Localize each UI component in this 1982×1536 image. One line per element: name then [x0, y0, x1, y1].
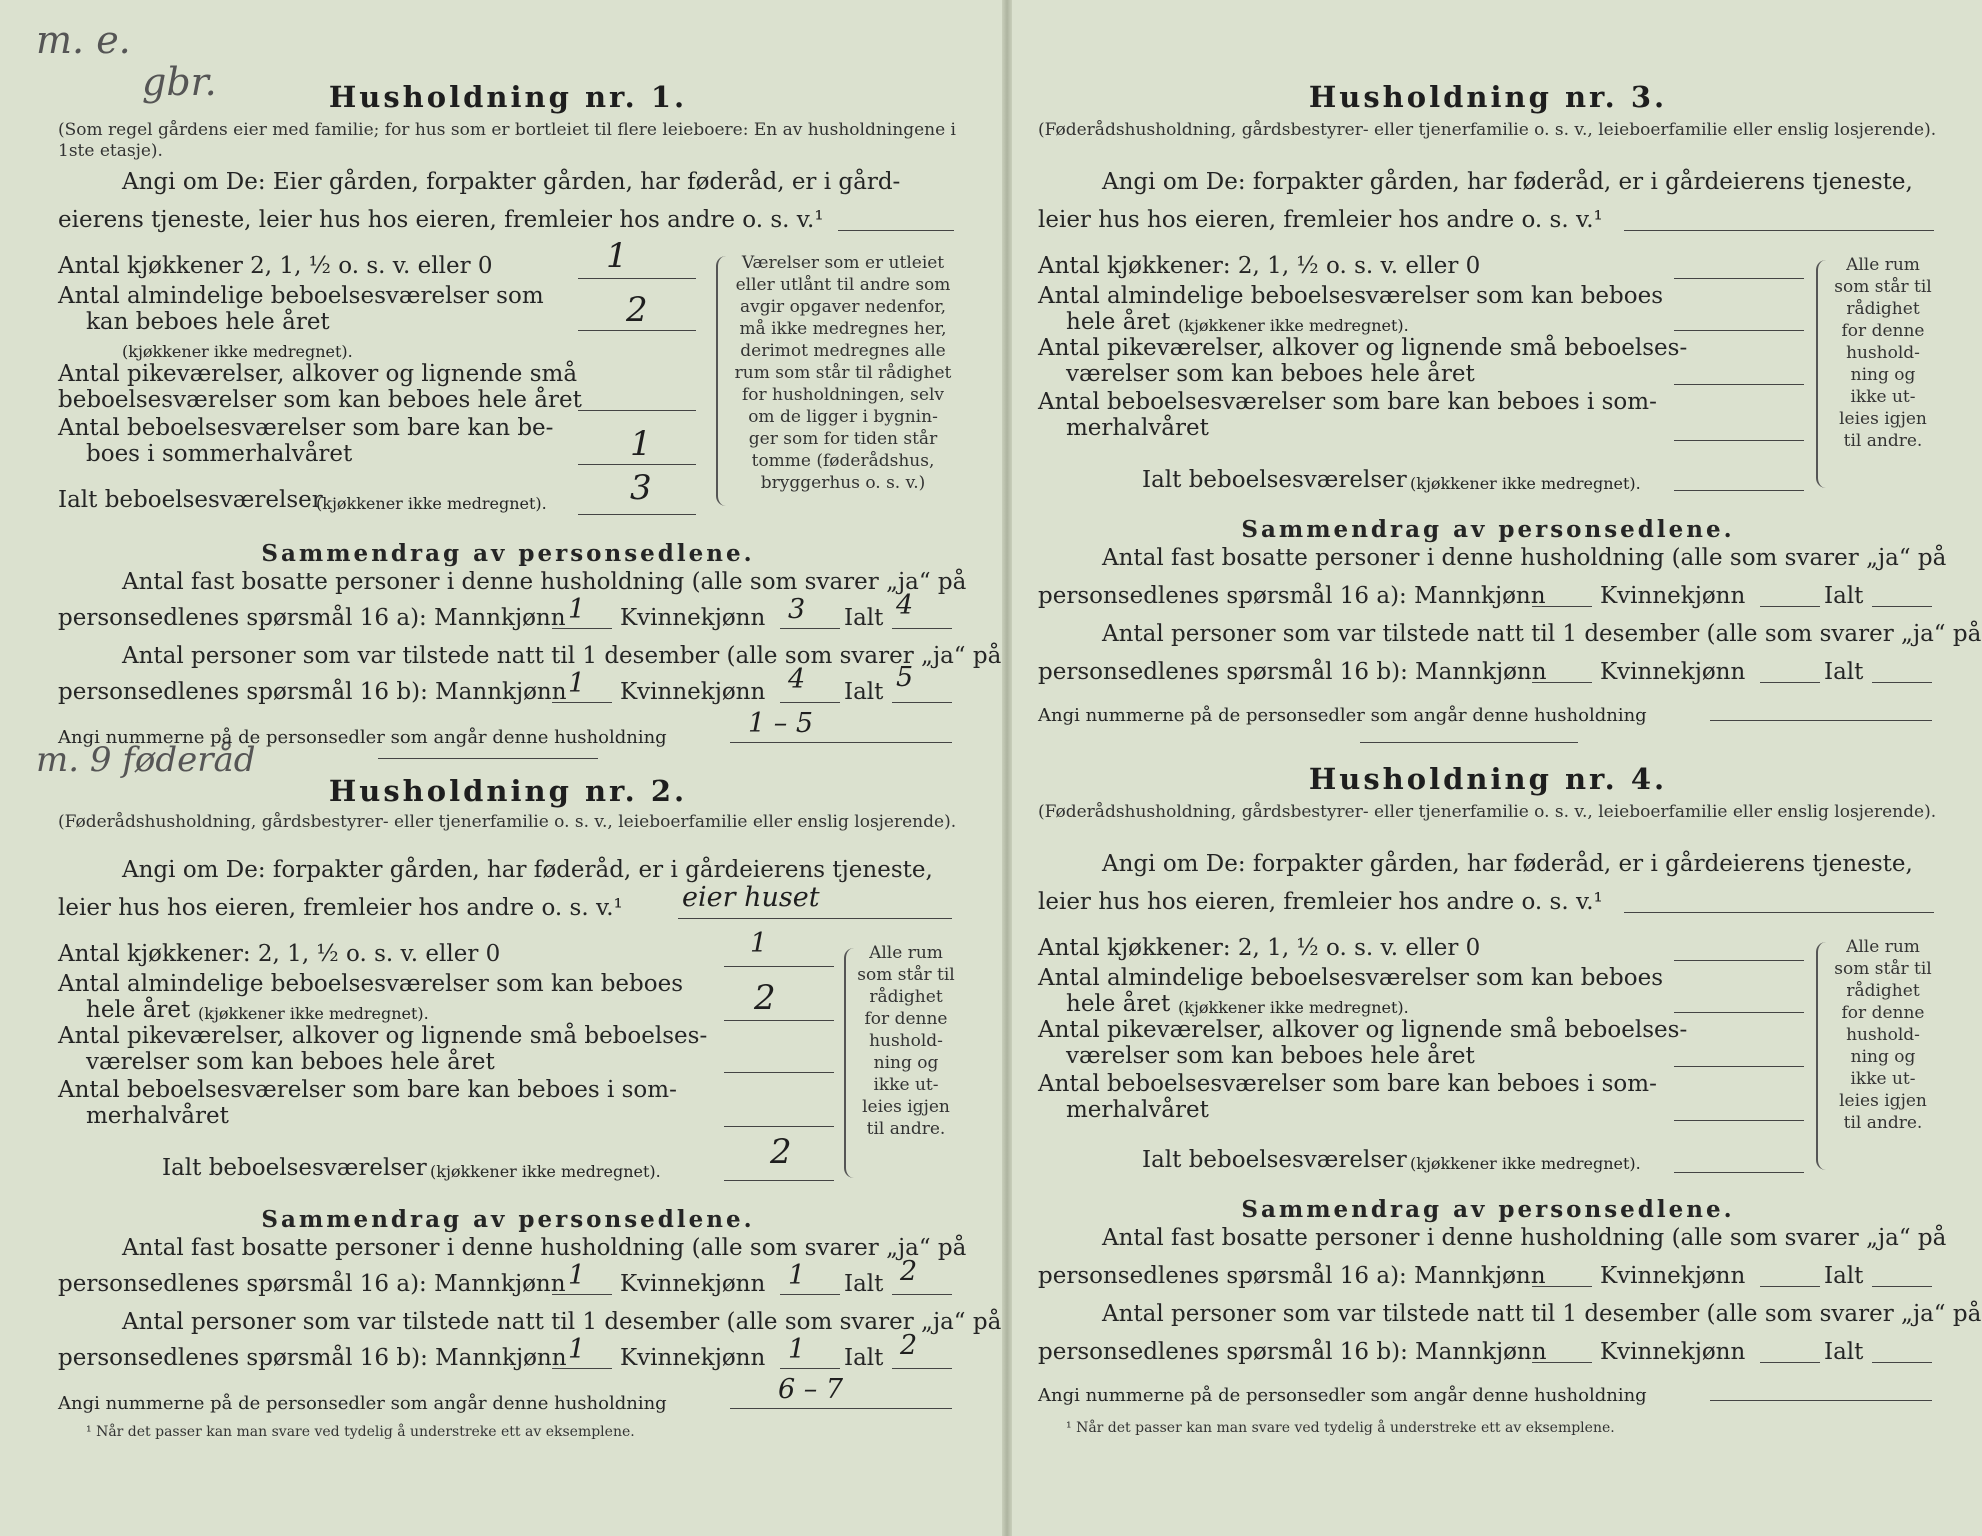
hh2-fast-k: 1: [788, 1260, 806, 1291]
box-note-line: leies igjen: [1839, 1091, 1927, 1111]
hh1-box-note: [728, 252, 958, 494]
hh3-sommer-label2: merhalvåret: [1066, 415, 1209, 441]
hh2-alm-label3: (kjøkkener ikke medregnet).: [198, 1004, 429, 1023]
hh3-fast-ialt-label: Ialt: [1824, 583, 1864, 609]
hh4-sommer-label2: merhalvåret: [1066, 1097, 1209, 1123]
box-note-line: ikke ut-: [873, 1075, 939, 1095]
hh1-ialt-value: 3: [630, 468, 652, 508]
box-note-line: hushold-: [1846, 343, 1920, 363]
box-note-line: Alle rum: [1846, 937, 1920, 957]
box-note-line: hushold-: [869, 1031, 943, 1051]
margin-note-foderad: m. 9 føderåd: [36, 740, 256, 780]
hh4-sommer-label1: Antal beboelsesværelser som bare kan beboes i som-: [1038, 1071, 1657, 1097]
box-note-line: eller utlånt til andre som: [735, 275, 951, 295]
hh1-alm-label2: kan beboes hele året: [86, 309, 330, 335]
hh3-alm-label1: Antal almindelige beboelsesværelser som kan beboes: [1038, 283, 1664, 309]
hh1-fast-ialt-label: Ialt: [844, 605, 884, 631]
hh2-alm-value: 2: [754, 978, 776, 1018]
hh1-pike-label2: beboelsesværelser som kan beboes hele året: [58, 387, 582, 413]
hh1-fast-k-label: Kvinnekjønn: [620, 605, 766, 631]
box-note-line: Alle rum: [869, 943, 943, 963]
hh4-footnote: ¹ Når det passer kan man svare ved tydelig å understreke ett av eksemplene.: [1066, 1420, 1615, 1436]
hh4-alm-label1: Antal almindelige beboelsesværelser som kan beboes: [1038, 965, 1664, 991]
box-note-line: rådighet: [1846, 981, 1920, 1001]
hh4-kjokkener-label: Antal kjøkkener: 2, 1, ½ o. s. v. eller 0: [1038, 935, 1481, 961]
hh4-pike-label1: Antal pikeværelser, alkover og lignende små beboelses-: [1038, 1017, 1688, 1043]
hh4-fast-line2: personsedlenes spørsmål 16 a): Mannkjønn: [1038, 1263, 1546, 1289]
box-note-line: avgir opgaver nedenfor,: [739, 297, 946, 317]
hh1-ialt-label: Ialt beboelsesværelser: [58, 487, 323, 513]
hh1-fast-k: 3: [788, 594, 806, 625]
hh1-tilst-line2: personsedlenes spørsmål 16 b): Mannkjønn: [58, 679, 567, 705]
hh2-box-note: [854, 942, 958, 1140]
hh4-fast-ialt-label: Ialt: [1824, 1263, 1864, 1289]
hh4-angi-line1: Angi om De: forpakter gården, har føderåd, er i gårdeierens tjeneste,: [1102, 851, 1913, 877]
box-note-line: for husholdningen, selv: [741, 385, 945, 405]
hh3-ialt-label: Ialt beboelsesværelser: [1142, 467, 1407, 493]
hh2-kjokkener-value: 1: [750, 928, 768, 959]
hh1-angi-line1: Angi om De: Eier gården, forpakter gården, har føderåd, er i gård-: [122, 169, 901, 195]
hh1-tilst-line1: Antal personer som var tilstede natt til 1 desember (alle som svarer „ja“ på: [122, 643, 1002, 669]
box-note-line: til andre.: [1843, 1113, 1923, 1133]
hh1-summary-title: Sammendrag av personsedlene.: [261, 540, 755, 567]
hh4-pike-label2: værelser som kan beboes hele året: [1066, 1043, 1475, 1069]
box-note-line: ning og: [1850, 1047, 1916, 1067]
hh2-pike-label1: Antal pikeværelser, alkover og lignende små beboelses-: [58, 1023, 708, 1049]
box-note-line: som står til: [857, 965, 955, 985]
hh2-tilst-k-label: Kvinnekjønn: [620, 1345, 766, 1371]
hh4-ialt-label: Ialt beboelsesværelser: [1142, 1147, 1407, 1173]
hh1-nummer-label: Angi nummerne på de personsedler som angår denne husholdning: [58, 727, 667, 748]
hh1-subtitle: (Som regel gårdens eier med familie; for hus som er bortleiet til flere leieboere: En av husholdningene i 1ste etasje).: [58, 120, 956, 161]
hh3-alm-label3: (kjøkkener ikke medregnet).: [1178, 316, 1409, 335]
hh3-pike-label2: værelser som kan beboes hele året: [1066, 361, 1475, 387]
hh2-tilst-line2: personsedlenes spørsmål 16 b): Mannkjønn: [58, 1345, 567, 1371]
box-note-line: leies igjen: [862, 1097, 950, 1117]
box-note-line: derimot medregnes alle: [740, 341, 946, 361]
hh4-ialt-note: (kjøkkener ikke medregnet).: [1410, 1154, 1641, 1173]
box-note-line: må ikke medregnes her,: [739, 319, 947, 339]
hh4-alm-label3: (kjøkkener ikke medregnet).: [1178, 998, 1409, 1017]
hh2-subtitle: (Føderådshusholdning, gårdsbestyrer- eller tjenerfamilie o. s. v., leieboerfamilie eller enslig losjerende).: [58, 812, 957, 832]
hh2-ialt-value: 2: [770, 1132, 792, 1172]
box-note-line: Værelser som er utleiet: [741, 253, 945, 273]
hh4-fast-line1: Antal fast bosatte personer i denne husholdning (alle som svarer „ja“ på: [1102, 1225, 1947, 1251]
hh1-tilst-ialt: 5: [896, 662, 914, 693]
hh3-ialt-note: (kjøkkener ikke medregnet).: [1410, 474, 1641, 493]
hh3-tilst-line2: personsedlenes spørsmål 16 b): Mannkjønn: [1038, 659, 1547, 685]
hh4-title: Husholdning nr. 4.: [1308, 762, 1668, 796]
hh2-title: Husholdning nr. 2.: [328, 774, 688, 808]
hh2-sommer-label2: merhalvåret: [86, 1103, 229, 1129]
hh2-angi-value: eier huset: [682, 882, 820, 913]
hh1-sommer-value: 1: [630, 424, 652, 464]
hh4-angi-line2: leier hus hos eieren, fremleier hos andre o. s. v.¹: [1038, 889, 1603, 915]
hh2-fast-line1: Antal fast bosatte personer i denne husholdning (alle som svarer „ja“ på: [122, 1235, 967, 1261]
hh4-tilst-line2: personsedlenes spørsmål 16 b): Mannkjønn: [1038, 1339, 1547, 1365]
hh2-ialt-label: Ialt beboelsesværelser: [162, 1155, 427, 1181]
hh4-tilst-ialt-label: Ialt: [1824, 1339, 1864, 1365]
hh3-pike-label1: Antal pikeværelser, alkover og lignende små beboelses-: [1038, 335, 1688, 361]
hh3-subtitle: (Føderådshusholdning, gårdsbestyrer- eller tjenerfamilie o. s. v., leieboerfamilie eller enslig losjerende).: [1038, 120, 1937, 140]
box-note-line: til andre.: [866, 1119, 946, 1139]
hh1-angi-line2: eierens tjeneste, leier hus hos eieren, fremleier hos andre o. s. v.¹: [58, 207, 824, 233]
hh2-fast-ialt: 2: [900, 1256, 918, 1287]
box-note-line: om de ligger i bygnin-: [748, 407, 938, 427]
box-note-line: bryggerhus o. s. v.): [760, 473, 926, 493]
hh2-sommer-label1: Antal beboelsesværelser som bare kan beboes i som-: [58, 1077, 677, 1103]
hh1-kjokkener-label: Antal kjøkkener 2, 1, ½ o. s. v. eller 0: [58, 253, 493, 279]
margin-note-gbr: gbr.: [142, 60, 217, 104]
hh2-alm-label2: hele året: [86, 997, 191, 1023]
hh2-ialt-note: (kjøkkener ikke medregnet).: [430, 1162, 661, 1181]
box-note-line: tomme (føderådshus,: [751, 451, 935, 471]
box-note-line: som står til: [1834, 959, 1932, 979]
hh4-tilst-line1: Antal personer som var tilstede natt til 1 desember (alle som svarer „ja“ på: [1102, 1301, 1982, 1327]
box-note-line: ning og: [1850, 365, 1916, 385]
hh2-fast-line2: personsedlenes spørsmål 16 a): Mannkjønn: [58, 1271, 566, 1297]
hh1-ialt-note: (kjøkkener ikke medregnet).: [316, 494, 547, 513]
box-note-line: for denne: [1841, 321, 1925, 341]
hh1-alm-label1: Antal almindelige beboelsesværelser som: [58, 283, 544, 309]
hh3-sommer-label1: Antal beboelsesværelser som bare kan beboes i som-: [1038, 389, 1657, 415]
box-note-line: rådighet: [1846, 299, 1920, 319]
hh2-tilst-m: 1: [568, 1334, 586, 1365]
hh3-fast-k-label: Kvinnekjønn: [1600, 583, 1746, 609]
hh2-pike-label2: værelser som kan beboes hele året: [86, 1049, 495, 1075]
hh1-fast-m: 1: [568, 594, 586, 625]
hh3-tilst-ialt-label: Ialt: [1824, 659, 1864, 685]
hh2-angi-line1: Angi om De: forpakter gården, har føderåd, er i gårdeierens tjeneste,: [122, 857, 933, 883]
hh3-angi-line2: leier hus hos eieren, fremleier hos andre o. s. v.¹: [1038, 207, 1603, 233]
right-page: [1038, 0, 1982, 1536]
hh2-tilst-ialt: 2: [900, 1330, 918, 1361]
box-note-line: ikke ut-: [1850, 1069, 1916, 1089]
hh2-footnote: ¹ Når det passer kan man svare ved tydelig å understreke ett av eksemplene.: [86, 1424, 635, 1440]
box-note-line: for denne: [1841, 1003, 1925, 1023]
box-note-line: Alle rum: [1846, 255, 1920, 275]
hh1-kjokkener-value: 1: [606, 236, 628, 276]
hh1-tilst-k-label: Kvinnekjønn: [620, 679, 766, 705]
hh3-title: Husholdning nr. 3.: [1308, 80, 1668, 114]
hh1-tilst-k: 4: [788, 664, 806, 695]
hh2-nummer-label: Angi nummerne på de personsedler som angår denne husholdning: [58, 1393, 667, 1414]
hh3-alm-label2: hele året: [1066, 309, 1171, 335]
hh2-tilst-ialt-label: Ialt: [844, 1345, 884, 1371]
box-note-line: hushold-: [1846, 1025, 1920, 1045]
hh2-fast-k-label: Kvinnekjønn: [620, 1271, 766, 1297]
hh2-tilst-k: 1: [788, 1334, 806, 1365]
hh3-nummer-label: Angi nummerne på de personsedler som angår denne husholdning: [1038, 705, 1647, 726]
hh2-fast-m: 1: [568, 1260, 586, 1291]
hh1-sommer-label1: Antal beboelsesværelser som bare kan be-: [58, 415, 554, 441]
box-note-line: leies igjen: [1839, 409, 1927, 429]
hh1-sommer-label2: boes i sommerhalvåret: [86, 441, 353, 467]
hh2-alm-label1: Antal almindelige beboelsesværelser som kan beboes: [58, 971, 684, 997]
hh4-box-note: [1828, 936, 1938, 1134]
hh1-fast-ialt: 4: [896, 590, 914, 621]
hh4-tilst-k-label: Kvinnekjønn: [1600, 1339, 1746, 1365]
hh1-alm-value: 2: [626, 290, 648, 330]
hh3-fast-line1: Antal fast bosatte personer i denne husholdning (alle som svarer „ja“ på: [1102, 545, 1947, 571]
box-note-line: for denne: [864, 1009, 948, 1029]
hh2-nummer-value: 6 – 7: [778, 1374, 844, 1405]
box-note-line: ikke ut-: [1850, 387, 1916, 407]
hh1-pike-label1: Antal pikeværelser, alkover og lignende små: [58, 361, 578, 387]
hh2-tilst-line1: Antal personer som var tilstede natt til 1 desember (alle som svarer „ja“ på: [122, 1309, 1002, 1335]
hh2-angi-line2: leier hus hos eieren, fremleier hos andre o. s. v.¹: [58, 895, 623, 921]
hh3-angi-line1: Angi om De: forpakter gården, har føderåd, er i gårdeierens tjeneste,: [1102, 169, 1913, 195]
box-note-line: ning og: [873, 1053, 939, 1073]
hh1-fast-line1: Antal fast bosatte personer i denne husholdning (alle som svarer „ja“ på: [122, 569, 967, 595]
hh4-fast-k-label: Kvinnekjønn: [1600, 1263, 1746, 1289]
hh1-title: Husholdning nr. 1.: [328, 80, 688, 114]
hh1-tilst-ialt-label: Ialt: [844, 679, 884, 705]
box-note-line: som står til: [1834, 277, 1932, 297]
hh1-nummer-value: 1 – 5: [748, 708, 814, 739]
box-note-line: rum som står til rådighet: [734, 363, 952, 383]
hh1-tilst-m: 1: [568, 668, 586, 699]
hh4-summary-title: Sammendrag av personsedlene.: [1241, 1196, 1735, 1223]
hh3-fast-line2: personsedlenes spørsmål 16 a): Mannkjønn: [1038, 583, 1546, 609]
hh2-summary-title: Sammendrag av personsedlene.: [261, 1206, 755, 1233]
left-page: [58, 0, 1002, 1536]
hh3-tilst-line1: Antal personer som var tilstede natt til 1 desember (alle som svarer „ja“ på: [1102, 621, 1982, 647]
hh3-tilst-k-label: Kvinnekjønn: [1600, 659, 1746, 685]
box-note-line: rådighet: [869, 987, 943, 1007]
hh3-kjokkener-label: Antal kjøkkener: 2, 1, ½ o. s. v. eller 0: [1038, 253, 1481, 279]
hh2-fast-ialt-label: Ialt: [844, 1271, 884, 1297]
hh3-box-note: [1828, 254, 1938, 452]
hh4-nummer-label: Angi nummerne på de personsedler som angår denne husholdning: [1038, 1385, 1647, 1406]
hh1-alm-label3: (kjøkkener ikke medregnet).: [122, 342, 353, 361]
hh1-fast-line2: personsedlenes spørsmål 16 a): Mannkjønn: [58, 605, 566, 631]
hh2-kjokkener-label: Antal kjøkkener: 2, 1, ½ o. s. v. eller 0: [58, 941, 501, 967]
page-fold: [1002, 0, 1012, 1536]
hh4-alm-label2: hele året: [1066, 991, 1171, 1017]
box-note-line: til andre.: [1843, 431, 1923, 451]
hh4-subtitle: (Føderådshusholdning, gårdsbestyrer- eller tjenerfamilie o. s. v., leieboerfamilie eller enslig losjerende).: [1038, 802, 1937, 822]
hh3-summary-title: Sammendrag av personsedlene.: [1241, 516, 1735, 543]
margin-note-top: m. e.: [36, 18, 131, 62]
box-note-line: ger som for tiden står: [748, 429, 938, 449]
